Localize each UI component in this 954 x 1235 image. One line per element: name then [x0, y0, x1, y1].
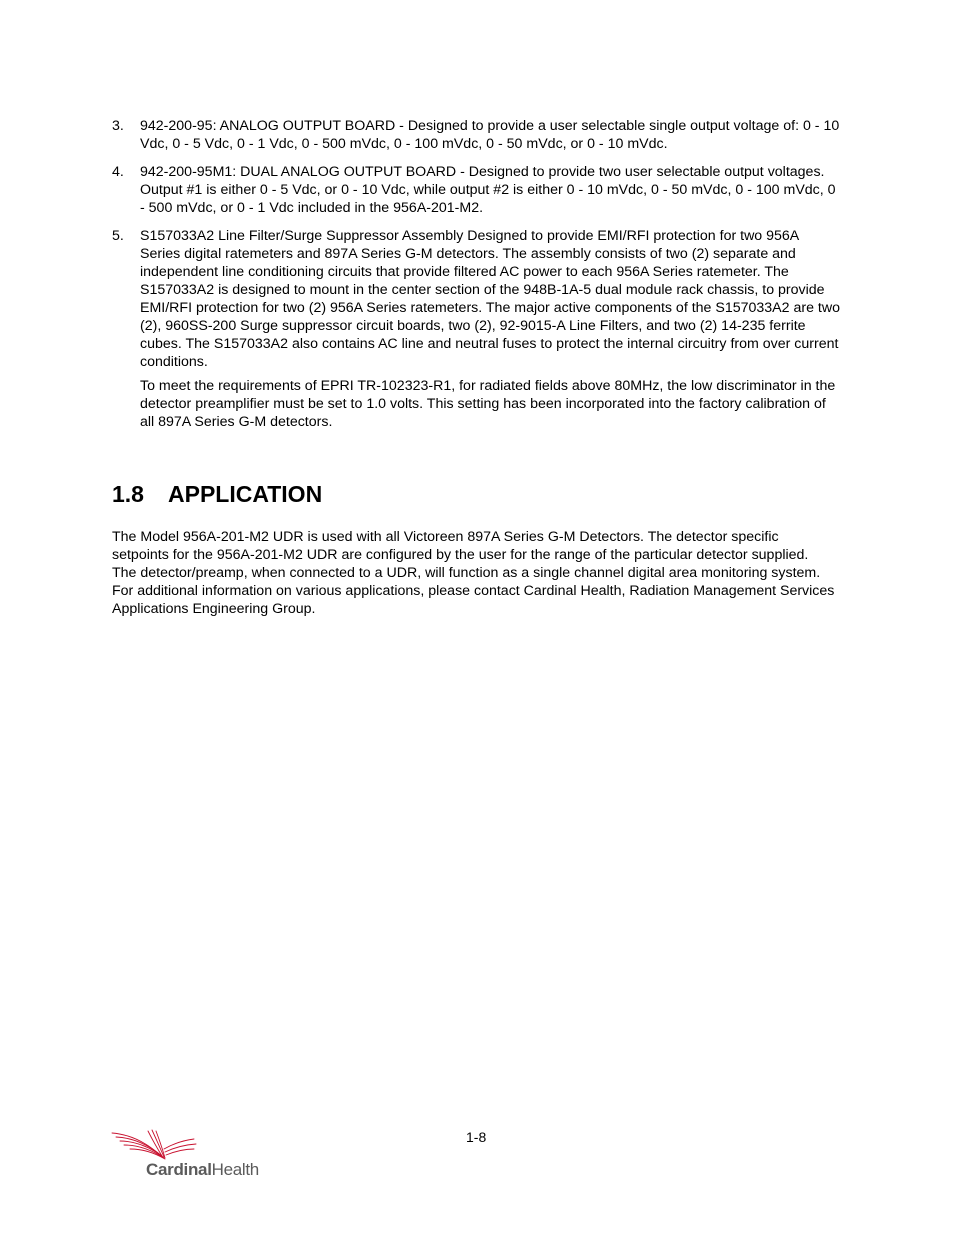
- cardinal-health-logo: [108, 1125, 278, 1185]
- list-item-number: 3.: [112, 118, 124, 134]
- logo-wordmark: [146, 1160, 259, 1180]
- list-item-text: S157033A2 Line Filter/Surge Suppressor Assembly Designed to provide EMI/RFI protection for two 956A Series digital ratemeters and 897A Series G-M detectors. The assembly consists of two (2) separate and independent line conditioning circuits that provide filtered AC power to each 956A Series ratemeter. The S157033A2 is designed to mount in the center section of the 948B-1A-5 dual module rack chassis, to provide EMI/RFI protection for two (2) 956A Series ratemeters. The major active components of the S157033A2 are two (2), 960SS-200 Surge suppressor circuit boards, two (2), 92-9015-A Line Filters, and two (2) 14-235 ferrite cubes. The S157033A2 also contains AC line and neutral fuses to protect the internal circuitry from over current conditions.: [140, 228, 840, 370]
- list-item-number: 5.: [112, 228, 124, 244]
- list-item: [112, 163, 840, 217]
- list-item: [112, 227, 840, 431]
- section-title: APPLICATION: [168, 481, 323, 507]
- page-number: 1-8: [466, 1129, 487, 1145]
- logo-wordmark-bold: Cardinal: [146, 1160, 212, 1179]
- list-item-text: 942-200-95: ANALOG OUTPUT BOARD - Designed to provide a user selectable single output voltage of: 0 - 10 Vdc, 0 - 5 Vdc, 0 - 1 Vdc, 0 - 500 mVdc, 0 - 100 mVdc, 0 - 50 mVdc, or 0 - 10 mVdc.: [140, 118, 840, 152]
- section-number: 1.8: [112, 481, 144, 507]
- list-item-note: To meet the requirements of EPRI TR-102323-R1, for radiated fields above 80MHz, the low discriminator in the detector preamplifier must be set to 1.0 volts. This setting has been incorporated into the factory calibration of all 897A Series G-M detectors.: [140, 378, 836, 430]
- list-item-number: 4.: [112, 164, 124, 180]
- section-heading: [112, 480, 322, 508]
- component-list: [112, 117, 840, 441]
- section-body-paragraph: The Model 956A-201-M2 UDR is used with all Victoreen 897A Series G-M Detectors. The detector specific setpoints for the 956A-201-M2 UDR are configured by the user for the range of the particular detector supplied. The detector/preamp, when connected to a UDR, will function as a single channel digital area monitoring system. For additional information on various applications, please contact Cardinal Health, Radiation Management Services Applications Engineering Group.: [112, 529, 835, 617]
- logo-wordmark-regular: Health: [211, 1160, 259, 1179]
- list-item-text: 942-200-95M1: DUAL ANALOG OUTPUT BOARD - Designed to provide two user selectable output voltages. Output #1 is either 0 - 5 Vdc, or 0 - 10 Vdc, while output #2 is either 0 - 10 mVdc, 0 - 50 mVdc, 0 - 100 mVdc, 0 - 500 mVdc, or 0 - 1 Vdc included in the 956A-201-M2.: [140, 164, 836, 216]
- cardinal-health-logo-icon: [108, 1125, 198, 1165]
- list-item: [112, 117, 840, 153]
